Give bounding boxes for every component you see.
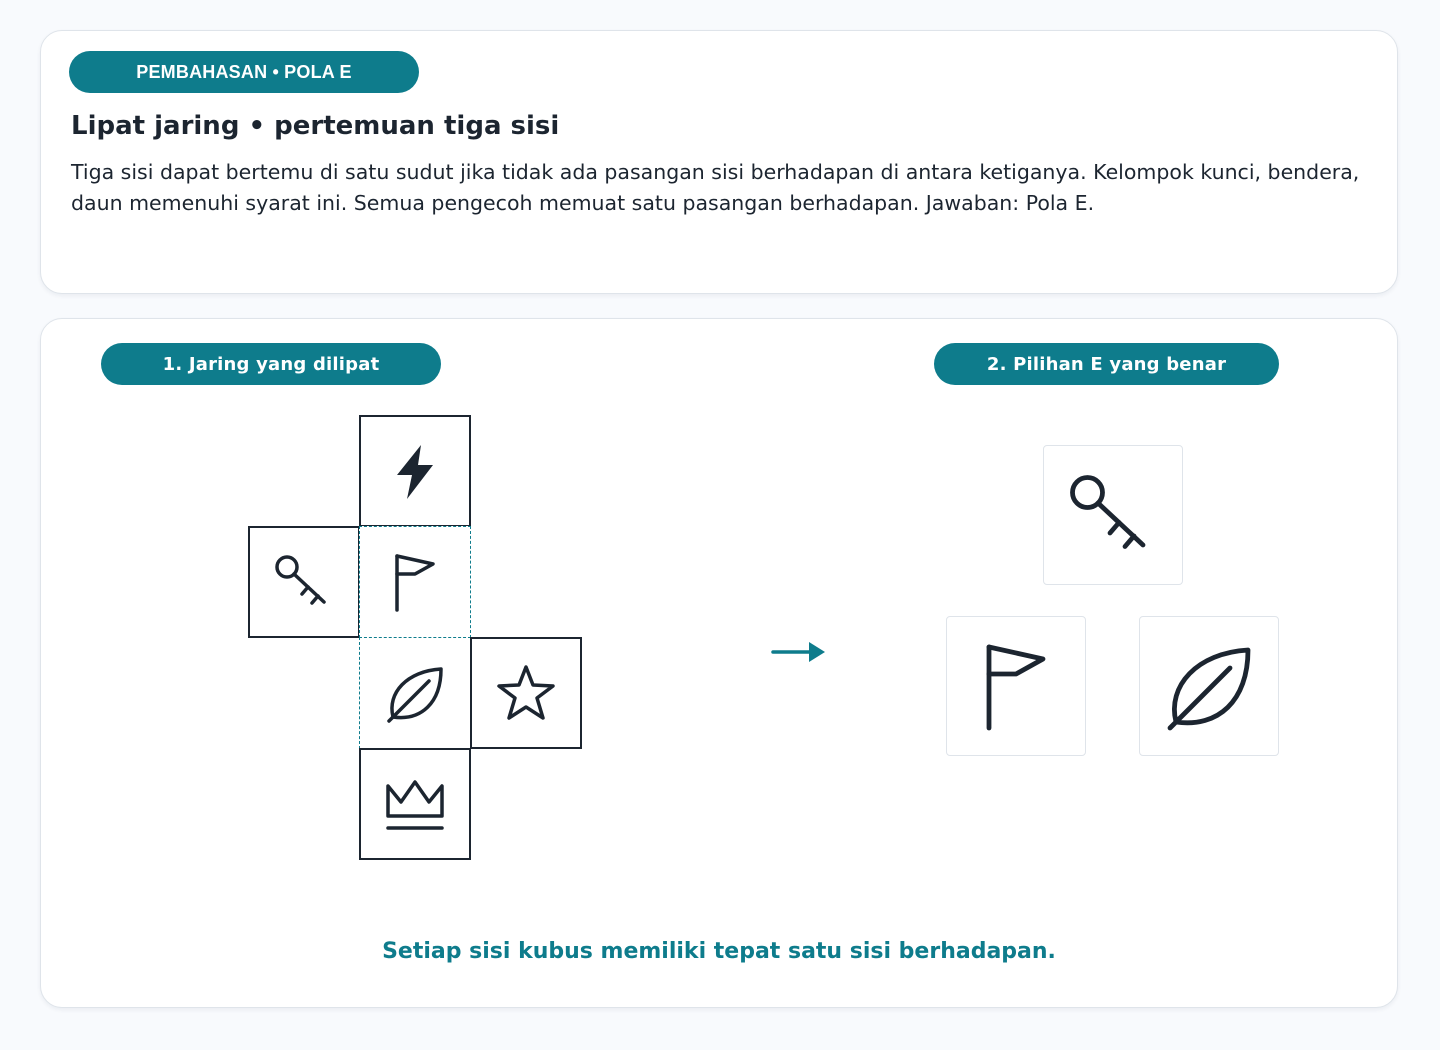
arrow-right-icon [771,637,827,667]
net-face-crown [359,748,471,860]
answer-panel-label: 2. Pilihan E yang benar [934,343,1279,385]
key-icon [274,552,334,612]
crown-icon [385,774,445,834]
answer-face-flag [946,616,1086,756]
net-face-key [248,526,360,638]
explanation-text: Tiga sisi dapat bertemu di satu sudut jika tidak ada pasangan sisi berhadapan di antara ketiganya. Kelompok kunci, bendera, daun memenuhi syarat ini. Semua pengecoh memuat satu pasangan berhadapan. Jawaban: Pola E. [71,160,1360,215]
key-icon [1068,470,1158,560]
diagram-caption: Setiap sisi kubus memiliki tepat satu sisi berhadapan. [382,939,1056,964]
flag-icon [385,552,445,612]
star-icon [496,663,556,723]
net-face-flag [359,526,471,638]
net-face-leaf [359,637,471,749]
explanation-card [40,30,1398,294]
answer-face-leaf [1139,616,1279,756]
leaf-icon [1164,641,1254,731]
net-face-lightning [359,415,471,527]
net-face-star [470,637,582,749]
leaf-icon [385,663,445,723]
lightning-icon [385,441,445,501]
page-title: Lipat jaring • pertemuan tiga sisi [71,111,560,141]
net-panel-label: 1. Jaring yang dilipat [101,343,441,385]
section-badge: PEMBAHASAN • POLA E [69,51,419,93]
flag-icon [971,641,1061,731]
answer-face-key [1043,445,1183,585]
diagram-card [40,318,1398,1008]
